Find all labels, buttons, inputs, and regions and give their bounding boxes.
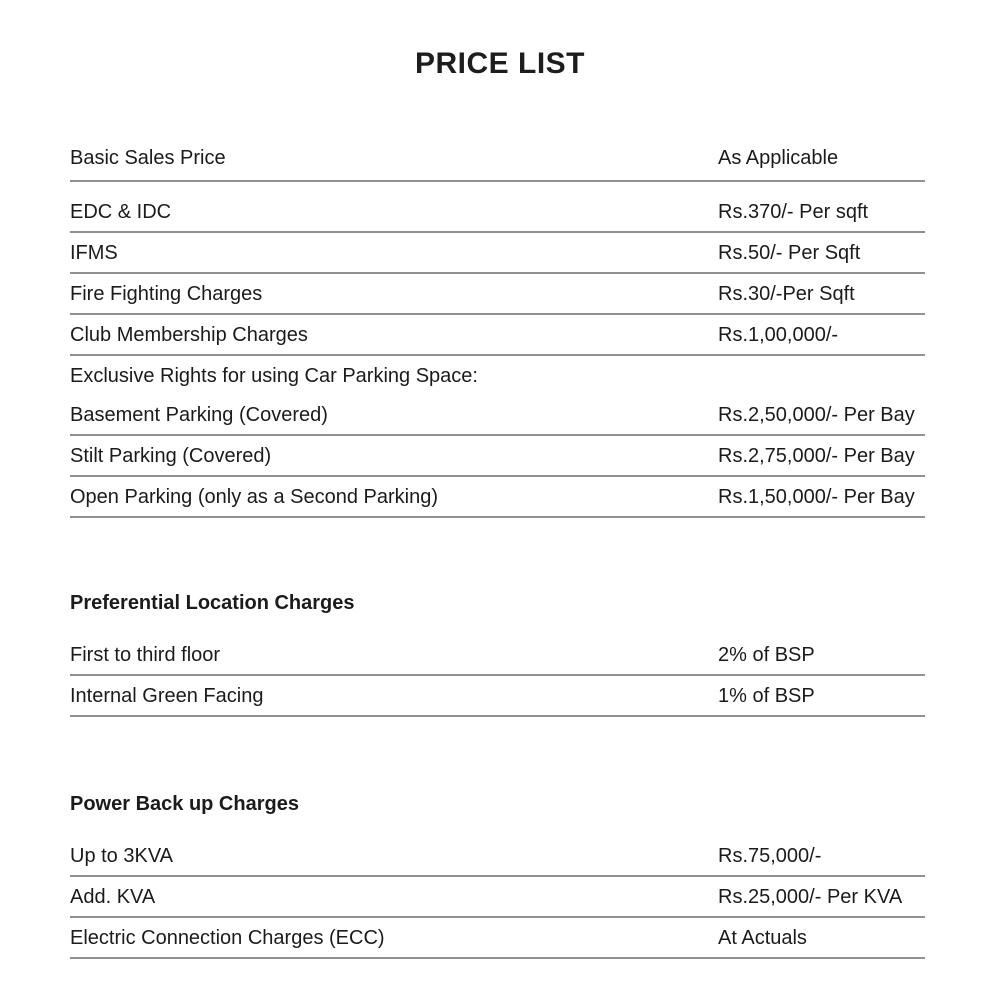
row-value: Rs.25,000/- Per KVA xyxy=(718,886,903,908)
preferential-section-heading: Preferential Location Charges xyxy=(70,592,355,614)
power-backup-section-heading: Power Back up Charges xyxy=(70,793,299,815)
row-label: Basement Parking (Covered) xyxy=(70,404,328,426)
row-label: Fire Fighting Charges xyxy=(70,283,263,305)
row-value: Rs.2,75,000/- Per Bay xyxy=(718,445,915,467)
row-value: As Applicable xyxy=(718,147,839,169)
table-row xyxy=(70,395,925,436)
table-row xyxy=(70,477,925,518)
row-value: 1% of BSP xyxy=(718,685,815,707)
row-label: Electric Connection Charges (ECC) xyxy=(70,927,385,949)
table-row xyxy=(70,182,925,233)
row-label: IFMS xyxy=(70,242,118,264)
preferential-table xyxy=(70,615,925,717)
row-value: Rs.75,000/- xyxy=(718,845,822,867)
power-backup-table xyxy=(70,816,925,959)
row-value: Rs.370/- Per sqft xyxy=(718,201,869,223)
table-row xyxy=(70,274,925,315)
table-row xyxy=(70,676,925,717)
table-row xyxy=(70,233,925,274)
row-value: Rs.2,50,000/- Per Bay xyxy=(718,404,915,426)
row-value: Rs.1,50,000/- Per Bay xyxy=(718,486,915,508)
row-value: Rs.30/-Per Sqft xyxy=(718,283,855,305)
row-value: Rs.1,00,000/- xyxy=(718,324,839,346)
table-row xyxy=(70,436,925,477)
table-row xyxy=(70,133,925,182)
row-value: Rs.50/- Per Sqft xyxy=(718,242,861,264)
table-row xyxy=(70,315,925,356)
row-label: Club Membership Charges xyxy=(70,324,308,346)
price-table xyxy=(70,133,925,518)
table-row xyxy=(70,816,925,877)
row-label: First to third floor xyxy=(70,644,221,666)
row-label: Up to 3KVA xyxy=(70,845,174,867)
row-label: Open Parking (only as a Second Parking) xyxy=(70,486,438,508)
page-title: PRICE LIST xyxy=(414,47,585,80)
row-label: Add. KVA xyxy=(70,886,156,908)
row-label: Stilt Parking (Covered) xyxy=(70,445,272,467)
row-label: Internal Green Facing xyxy=(70,685,264,707)
table-row-parking-group-header xyxy=(70,356,925,395)
row-label: Exclusive Rights for using Car Parking Space: xyxy=(70,365,478,387)
table-row xyxy=(70,615,925,676)
row-value: At Actuals xyxy=(718,927,807,949)
table-row xyxy=(70,877,925,918)
row-value: 2% of BSP xyxy=(718,644,815,666)
row-label: EDC & IDC xyxy=(70,201,172,223)
table-row xyxy=(70,918,925,959)
row-label: Basic Sales Price xyxy=(70,147,226,169)
